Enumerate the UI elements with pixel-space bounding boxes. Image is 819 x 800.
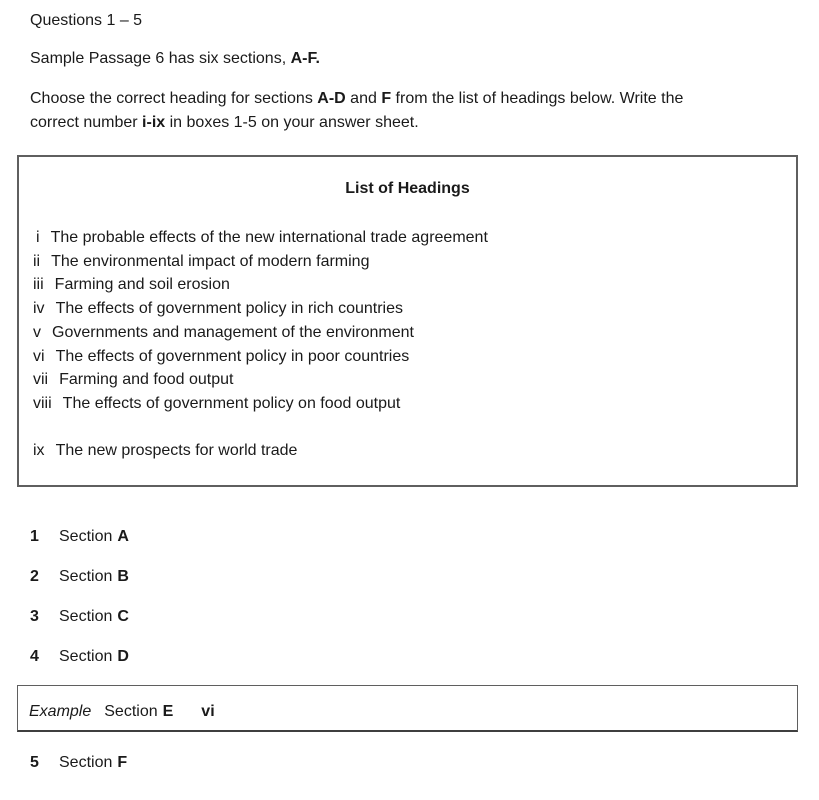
heading-text: The probable effects of the new international trade agreement (50, 229, 488, 246)
heading-item-ii (33, 250, 786, 274)
heading-numeral: vi (33, 347, 45, 365)
question-number: 5 (30, 754, 39, 771)
heading-text: Farming and food output (59, 371, 234, 389)
headings-list (33, 226, 786, 463)
heading-item-v (33, 321, 786, 345)
section-letter: F (117, 754, 128, 771)
instruction-bold-f: F (381, 90, 392, 107)
heading-numeral: iv (33, 300, 45, 318)
heading-numeral: v (33, 323, 41, 341)
question-number: 2 (30, 568, 39, 585)
instruction-bold-ad: A-D (317, 90, 346, 107)
example-box (17, 685, 798, 732)
question-row-4 (30, 645, 129, 669)
heading-text: The new prospects for world trade (55, 442, 298, 460)
question-label: Section (59, 568, 113, 585)
passage-intro (30, 47, 320, 71)
question-number: 1 (30, 528, 39, 545)
heading-text: The effects of government policy on food output (62, 394, 401, 412)
heading-text: Farming and soil erosion (54, 276, 230, 294)
heading-text: Governments and management of the environment (52, 323, 414, 341)
heading-item-ix (33, 439, 786, 463)
section-letter: A (117, 528, 129, 545)
question-row-3 (30, 605, 129, 629)
instruction-seg: Choose the correct heading for sections (30, 90, 318, 107)
questions-range-title: Questions 1 – 5 (30, 12, 143, 29)
question-label: Section (59, 608, 113, 625)
example-section-label: Section (104, 703, 158, 720)
instruction-seg: in boxes 1-5 on your answer sheet. (165, 114, 419, 131)
question-label: Section (59, 528, 113, 545)
question-label: Section (59, 754, 113, 771)
passage-intro-sections-bold: A-F. (290, 50, 320, 67)
heading-numeral: iii (33, 276, 44, 294)
instruction-seg: from the list of headings below. Write the (391, 90, 684, 107)
question-row-5 (30, 751, 127, 775)
question-number: 4 (30, 648, 39, 665)
heading-item-iv (33, 297, 786, 321)
section-letter: D (117, 648, 129, 665)
heading-numeral: viii (33, 394, 52, 412)
question-list (30, 525, 129, 685)
heading-item-viii (33, 392, 786, 416)
question-label: Section (59, 648, 113, 665)
heading-numeral: i (36, 229, 40, 246)
heading-text: The environmental impact of modern farming (51, 252, 370, 270)
example-section-letter: E (162, 703, 174, 720)
instruction-seg: correct number (30, 114, 143, 131)
section-letter: C (117, 608, 129, 625)
heading-item-iii (33, 273, 786, 297)
heading-item-vii (33, 368, 786, 392)
instruction-bold-iix: i-ix (142, 114, 166, 131)
passage-intro-text: Sample Passage 6 has six sections, (30, 50, 291, 67)
example-answer: vi (201, 703, 215, 720)
question-row-1 (30, 525, 129, 549)
list-of-headings-box (17, 155, 798, 487)
heading-item-i (33, 226, 786, 250)
list-of-headings-title: List of Headings (345, 180, 470, 197)
question-row-2 (30, 565, 129, 589)
example-label: Example (29, 703, 92, 720)
heading-numeral: ii (33, 252, 41, 270)
instruction-text (30, 87, 790, 135)
heading-text: The effects of government policy in poor countries (55, 347, 410, 365)
question-number: 3 (30, 608, 39, 625)
heading-text: The effects of government policy in rich countries (55, 300, 403, 318)
heading-numeral: ix (33, 442, 45, 460)
heading-item-vi (33, 345, 786, 369)
example-row (29, 700, 797, 724)
instruction-seg: and (345, 90, 382, 107)
heading-numeral: vii (33, 371, 49, 389)
section-letter: B (117, 568, 129, 585)
